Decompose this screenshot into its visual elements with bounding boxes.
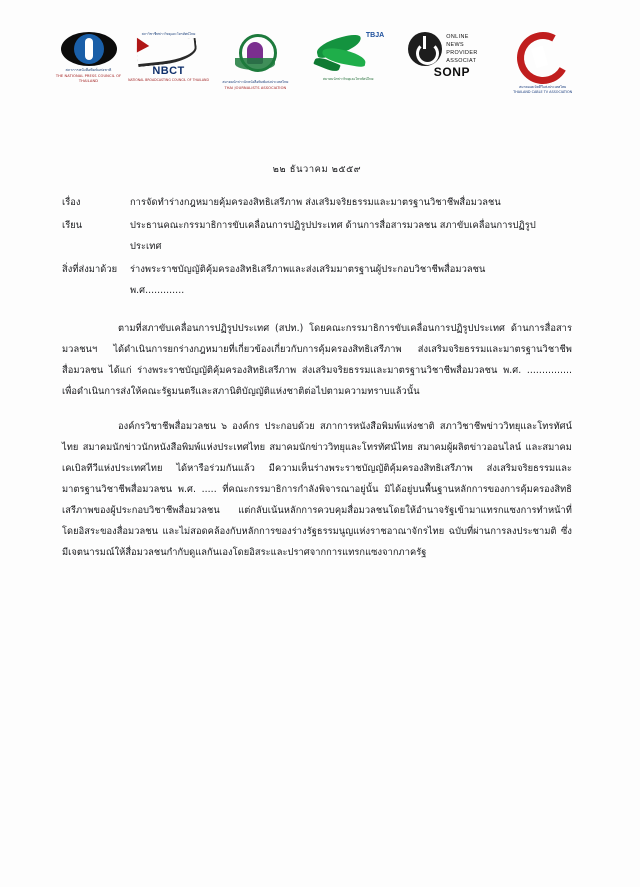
logo-caption-th: สภาวิชาชีพข่าววิทยุและโทรทัศน์ไทย: [141, 32, 196, 36]
field-subject: [62, 193, 572, 214]
logo-caption-en: THE NATIONAL PRESS COUNCIL OF THAILAND: [55, 74, 122, 83]
logo-caption-en: THAILAND CABLE TV ASSOCIATION: [513, 90, 573, 95]
field-value: [130, 260, 572, 302]
paragraph-1: [62, 319, 572, 403]
sonp-text-lines: [446, 33, 477, 65]
logo-caption-en: THAI JOURNALISTS ASSOCIATION: [224, 86, 287, 91]
field-value-text: การจัดทำร่างกฎหมายคุ้มครองสิทธิเสรีภาพ ส่งเสริมจริยธรรมและมาตรฐานวิชาชีพสื่อมวลชน: [130, 196, 501, 208]
field-value-text: ร่างพระราชบัญญัติคุ้มครองสิทธิเสรีภาพและส่งเสริมมาตรฐานผู้ประกอบวิชาชีพสื่อมวลชน: [130, 263, 486, 275]
letter-date: ๒๒ ธันวาคม ๒๕๕๙: [272, 164, 362, 175]
paragraph-1-text: ตามที่สภาขับเคลื่อนการปฏิรูปประเทศ (สปท.) โดยคณะกรรมาธิการขับเคลื่อนการปฏิรูปประเทศ ด้านการสื่อสารมวลชนฯ ได้ดำเนินการยกร่างกฎหมายที่เกี่ยวข้องเกี่ยวกับการคุ้มครองสิทธิเสรีภาพ ส่งเสริมจริยธรรมและมาตรฐานวิชาชีพสื่อมวลชน ได้แก่ ร่างพระราชบัญญัติคุ้มครองสิทธิเสรีภาพ ส่งเสริมจริยธรรมและมาตรฐานวิชาชีพสื่อมวลชน พ.ศ. ............... เพื่อดำเนินการส่งให้คณะรัฐมนตรีและสภานิติบัญญัติแห่งชาติต่อไปตามความทราบแล้วนั้น: [62, 323, 572, 398]
logo-wordmark: TBJA: [365, 32, 385, 39]
sonp-line-4: ASSOCIAT: [446, 58, 477, 65]
logo-caption-th: สมาคมนักข่าวนักหนังสือพิมพ์แห่งประเทศไทย: [222, 80, 289, 84]
logo-thailand-cable-tv-association: [490, 32, 595, 95]
logo-caption-th: สมาคมนักข่าววิทยุและโทรทัศน์ไทย: [322, 77, 374, 81]
logo-wordmark: NBCT: [152, 65, 185, 78]
logo-sonp: [396, 32, 491, 79]
logo-caption-en: NATIONAL BROADCASTING COUNCIL OF THAILAND: [128, 78, 209, 83]
letter-c-icon: [511, 26, 575, 90]
field-value-continuation: พ.ศ.............: [130, 284, 185, 296]
sonp-line-1: ONLINE: [446, 33, 469, 40]
field-value: [130, 193, 572, 214]
logo-nbct: [127, 32, 210, 82]
logo-caption-th: สมาคมเคเบิลทีวีแห่งประเทศไทย: [519, 85, 567, 89]
logo-caption-th: สภาการหนังสือพิมพ์แห่งชาติ: [65, 68, 112, 72]
field-label: เรียน: [62, 219, 83, 231]
nbct-swoosh-icon: [131, 37, 205, 67]
field-value-continuation: ประเทศ: [130, 240, 162, 252]
paragraph-2-text: องค์กรวิชาชีพสื่อมวลชน ๖ องค์กร ประกอบด้วย สภาการหนังสือพิมพ์แห่งชาติ สภาวิชาชีพข่าววิทยุและโทรทัศน์ไทย สมาคมนักข่าวนักหนังสือพิมพ์แห่งประเทศไทย สมาคมนักข่าววิทยุและโทรทัศน์ไทย สมาคมผู้ผลิตข่าวออนไลน์ และสมาคมเคเบิลทีวีแห่งประเทศไทย ได้หารือร่วมกันแล้ว มีความเห็นร่างพระราชบัญญัติคุ้มครองสิทธิเสรีภาพ ส่งเสริมจริยธรรมและมาตรฐานวิชาชีพสื่อมวลชน พ.ศ. ..... ที่คณะกรรมาธิการกำลังพิจารณาอยู่นั้น มิได้อยู่บนพื้นฐานหลักการของการคุ้มครองสิทธิเสรีภาพของผู้ประกอบวิชาชีพสื่อมวลชน แต่กลับเน้นหลักการควบคุมสื่อมวลชนโดยให้อำนาจรัฐเข้ามาแทรกแซงการทำหน้าที่โดยอิสระของสื่อมวลชน และไม่สอดคล้องกับหลักการของร่างรัฐธรรมนูญแห่งราชอาณาจักรไทย ฉบับที่ผ่านการลงประชามติ ซึ่งมีเจตนารมณ์ให้สื่อมวลชนกำกับดูแลกันเองโดยอิสระและปราศจากการแทรกแซงจากภาครัฐ: [62, 421, 572, 558]
sonp-line-2: NEWS: [446, 41, 465, 48]
paragraph-2: [62, 417, 572, 563]
organization-logo-strip: [50, 32, 595, 120]
power-online-icon: [408, 32, 442, 66]
field-label: สิ่งที่ส่งมาด้วย: [62, 263, 118, 275]
torch-ring-icon: [233, 32, 277, 80]
letter-body: [62, 160, 572, 563]
bird-icon: [312, 32, 384, 78]
logo-national-press-council: [50, 32, 127, 83]
logo-thai-journalists-association: [210, 32, 301, 91]
field-attachment: [62, 260, 572, 302]
logo-wordmark: SONP: [433, 65, 471, 79]
field-value-text: ประธานคณะกรรมาธิการขับเคลื่อนการปฏิรูปประเทศ ด้านการสื่อสารมวลชน สภาขับเคลื่อนการปฏิรูป: [130, 219, 536, 231]
sonp-line-3: PROVIDER: [446, 50, 478, 56]
field-label: เรื่อง: [62, 196, 81, 208]
field-addressee: [62, 216, 572, 258]
eye-logo-icon: [61, 32, 117, 66]
field-value: [130, 216, 572, 258]
logo-thai-broadcast-journalists-association: [301, 32, 396, 82]
